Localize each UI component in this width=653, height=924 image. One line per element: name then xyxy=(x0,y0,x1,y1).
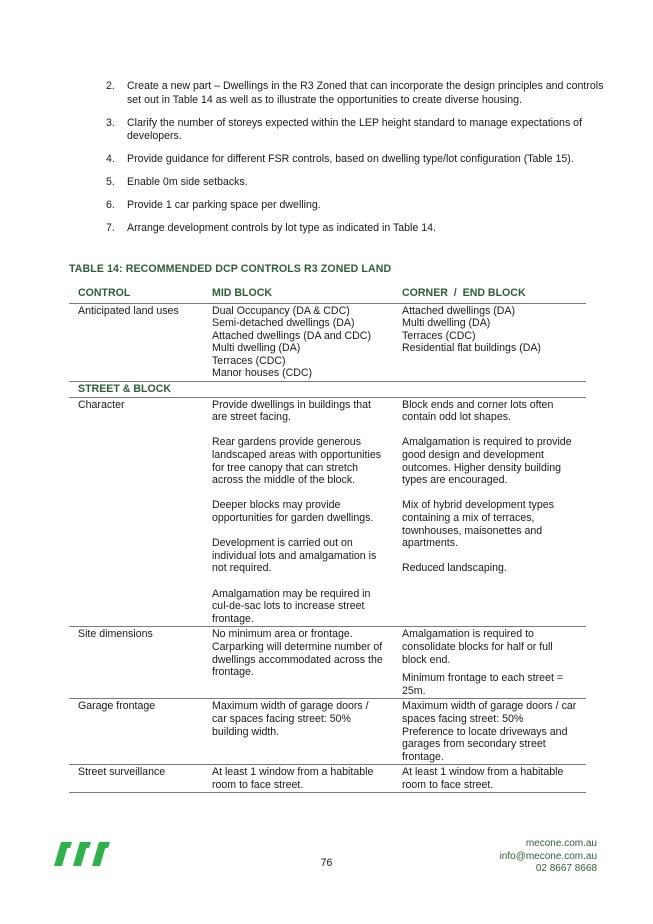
list-item: 3. Clarify the number of storeys expected within the LEP height standard to manage expectations of developers. xyxy=(106,116,583,142)
control-cell: Character xyxy=(78,398,125,411)
list-item: 6. Provide 1 car parking space per dwelling. xyxy=(106,199,321,211)
corner-block-cell: Block ends and corner lots often contain odd lot shapes. Amalgamation is required to provide good design and development outcomes. Higher density building types are encouraged. Mix of hybrid development types containing a mix of terraces, townhouses, maisonettes and apartments. Reduced landscaping. xyxy=(402,398,572,575)
table-row xyxy=(69,699,586,765)
dcp-controls-table xyxy=(69,284,586,793)
section-row xyxy=(69,382,586,398)
control-cell: Site dimensions xyxy=(78,628,153,641)
table-row xyxy=(69,765,586,793)
section-heading: STREET & BLOCK xyxy=(78,383,171,396)
list-item: 4. Provide guidance for different FSR controls, based on dwelling type/lot configuration (Table 15). xyxy=(106,153,574,165)
footer-contact xyxy=(500,838,597,876)
corner-block-cell: Amalgamation is required to consolidate blocks for half or full block end. Minimum frontage to each street = 25m. xyxy=(402,628,564,697)
corner-block-cell: Maximum width of garage doors / car spaces facing street: 50% Preference to locate driveways and garages from secondary street frontage. xyxy=(402,700,577,763)
column-header-corner-block: CORNER / END BLOCK xyxy=(402,287,526,299)
website-link[interactable]: mecone.com.au xyxy=(525,838,597,849)
table-title: TABLE 14: RECOMMENDED DCP CONTROLS R3 ZONED LAND xyxy=(69,263,392,275)
list-item: 7. Arrange development controls by lot type as indicated in Table 14. xyxy=(106,222,436,234)
email-link[interactable]: info@mecone.com.au xyxy=(499,850,597,862)
mid-block-cell: No minimum area or frontage. Carparking will determine number of dwellings accommodated across the frontage. xyxy=(212,628,383,679)
mid-block-cell: Provide dwellings in buildings that are street facing. Rear gardens provide generous landscaped areas with opportunities for tree canopy that can stretch across the middle of the block. Deeper blocks may provide opportunities for garden dwellings. Development is carried out on individual lots and amalgamation is not required. Amalgamation may be required in cul-de-sac lots to increase street frontage. xyxy=(212,398,382,625)
control-cell: Garage frontage xyxy=(78,700,156,713)
corner-block-cell: At least 1 window from a habitable room to face street. xyxy=(402,766,564,791)
column-header-mid-block: MID BLOCK xyxy=(212,287,273,299)
table-row xyxy=(69,303,586,382)
corner-block-cell: Attached dwellings (DA) Multi dwelling (DA) Terraces (CDC) Residential flat buildings (DA) xyxy=(402,304,541,355)
control-cell: Street surveillance xyxy=(78,766,166,779)
mid-block-cell: Dual Occupancy (DA & CDC) Semi-detached dwellings (DA) Attached dwellings (DA and CDC) Multi dwelling (DA) Terraces (CDC) Manor houses (CDC) xyxy=(212,304,371,380)
mid-block-cell: Maximum width of garage doors / car spaces facing street: 50% building width. xyxy=(212,700,369,738)
table-row xyxy=(69,397,586,627)
mid-block-cell: At least 1 window from a habitable room to face street. xyxy=(212,766,374,791)
table-row xyxy=(69,627,586,699)
page-number: 76 xyxy=(320,857,333,869)
list-item: 5. Enable 0m side setbacks. xyxy=(106,176,248,188)
table-header-row xyxy=(69,284,586,303)
column-header-control: CONTROL xyxy=(78,287,131,299)
control-cell: Anticipated land uses xyxy=(78,304,179,317)
recommendations-list xyxy=(106,80,606,245)
phone-number: 02 8667 8668 xyxy=(535,863,597,874)
list-item: 2. Create a new part – Dwellings in the R3 Zoned that can incorporate the design principles and controls set out in Table 14 as well as to illustrate the opportunities to create diverse housing. xyxy=(106,80,604,106)
